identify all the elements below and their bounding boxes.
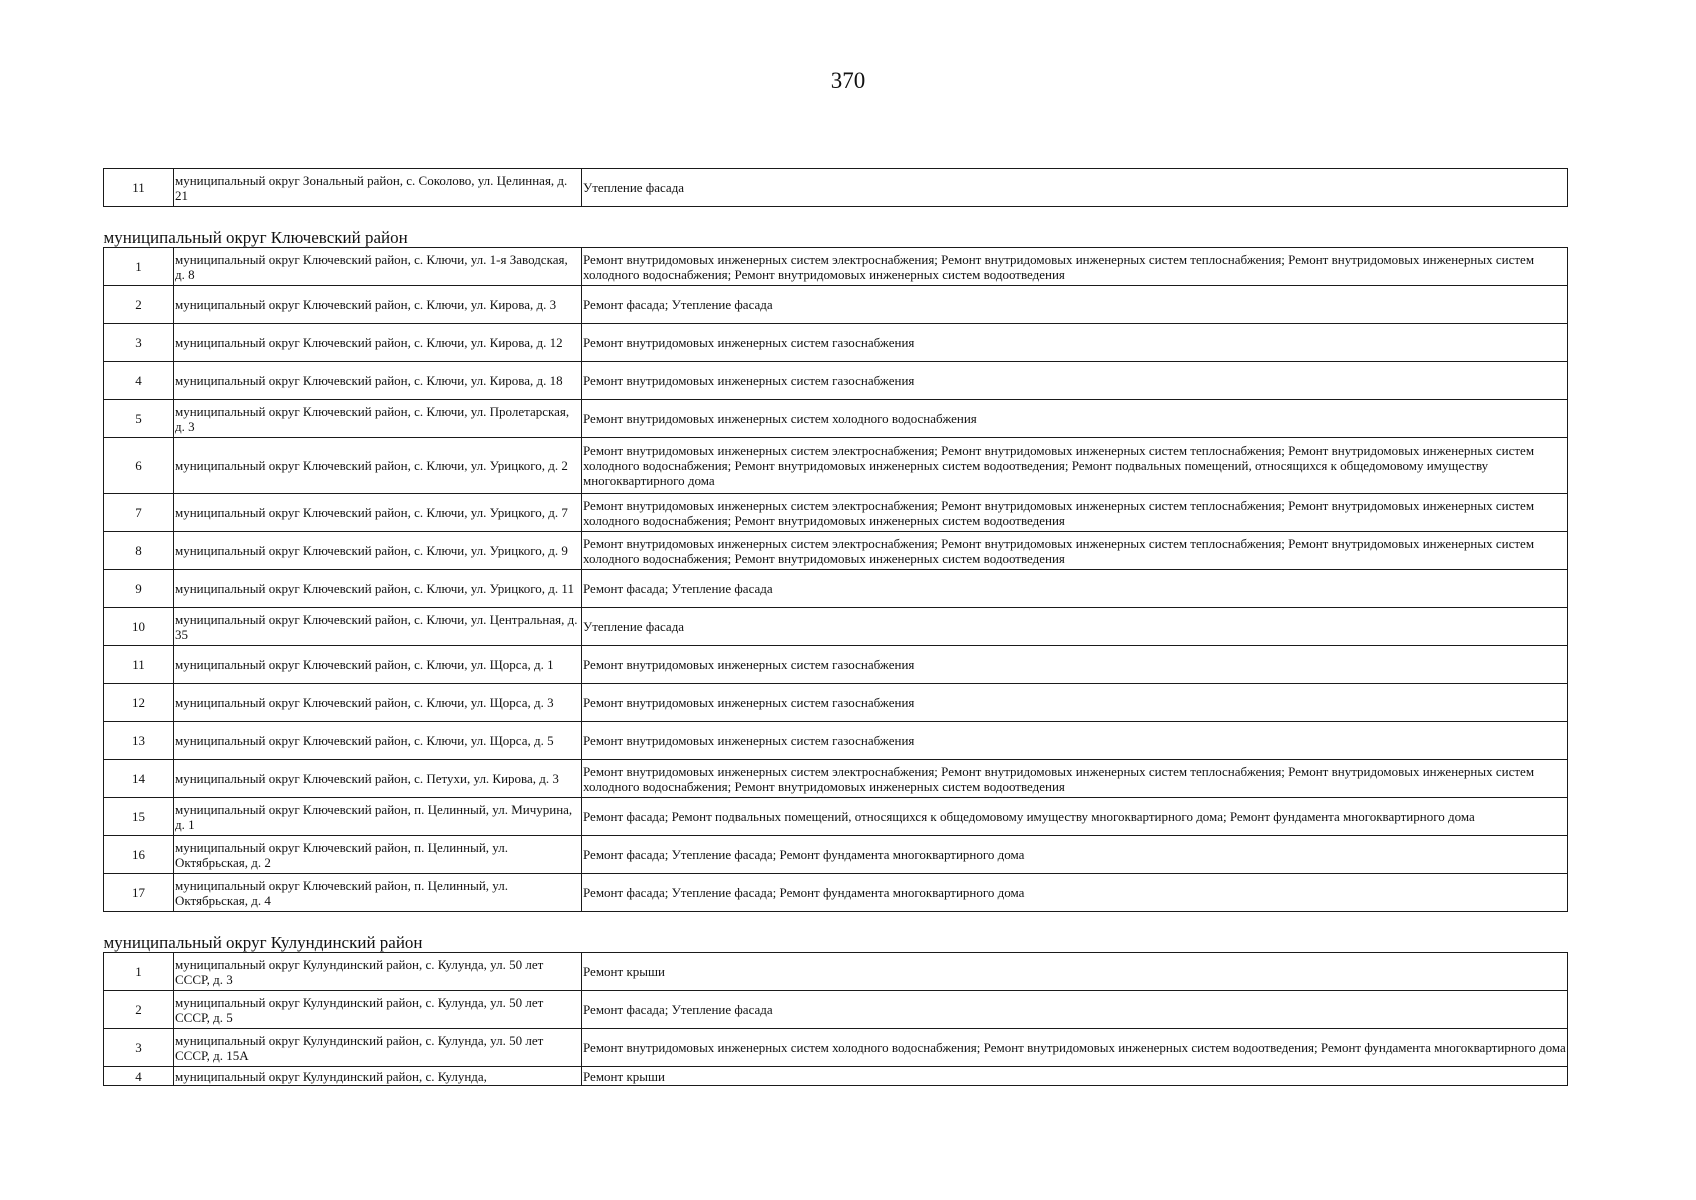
- row-address: муниципальный округ Зональный район, с. Соколово, ул. Целинная, д. 21: [174, 169, 582, 207]
- table-row: [104, 760, 1568, 798]
- row-address: муниципальный округ Ключевский район, п. Целинный, ул. Октябрьская, д. 4: [174, 874, 582, 912]
- row-address: муниципальный округ Ключевский район, с. Ключи, ул. Щорса, д. 3: [174, 684, 582, 722]
- row-address: муниципальный округ Ключевский район, с. Ключи, ул. 1-я Заводская, д. 8: [174, 248, 582, 286]
- row-number: 3: [104, 1029, 174, 1067]
- table-row: [104, 798, 1568, 836]
- row-number: 2: [104, 286, 174, 324]
- table-row: [104, 570, 1568, 608]
- row-number: 7: [104, 494, 174, 532]
- row-number: 17: [104, 874, 174, 912]
- row-number: 4: [104, 1067, 174, 1086]
- row-number: 3: [104, 324, 174, 362]
- table-row: [104, 494, 1568, 532]
- row-number: 2: [104, 991, 174, 1029]
- row-address: муниципальный округ Ключевский район, п. Целинный, ул. Мичурина, д. 1: [174, 798, 582, 836]
- table-row: [104, 608, 1568, 646]
- row-address: муниципальный округ Ключевский район, с. Ключи, ул. Пролетарская, д. 3: [174, 400, 582, 438]
- table-row: [104, 953, 1568, 991]
- page-number: 370: [830, 68, 866, 93]
- table-row: [104, 532, 1568, 570]
- row-works: Ремонт фасада; Утепление фасада; Ремонт фундамента многоквартирного дома: [582, 836, 1568, 874]
- row-number: 16: [104, 836, 174, 874]
- row-address: муниципальный округ Ключевский район, с. Ключи, ул. Щорса, д. 1: [174, 646, 582, 684]
- row-works: Ремонт фасада; Утепление фасада; Ремонт фундамента многоквартирного дома: [582, 874, 1568, 912]
- row-works: Ремонт внутридомовых инженерных систем холодного водоснабжения; Ремонт внутридомовых инженерных систем водоотведения; Ремонт фундамента многоквартирного дома: [582, 1029, 1568, 1067]
- row-works: Ремонт фасада; Утепление фасада: [582, 991, 1568, 1029]
- row-number: 13: [104, 722, 174, 760]
- row-works: Ремонт внутридомовых инженерных систем электроснабжения; Ремонт внутридомовых инженерных систем теплоснабжения; Ремонт внутридомовых инженерных систем холодного водоснабжения; Ремонт внутридомовых инженерных систем водоотведения: [582, 532, 1568, 570]
- table-row: [104, 1029, 1568, 1067]
- row-number: 11: [104, 646, 174, 684]
- row-address: муниципальный округ Ключевский район, п. Целинный, ул. Октябрьская, д. 2: [174, 836, 582, 874]
- row-number: 6: [104, 438, 174, 494]
- row-address: муниципальный округ Ключевский район, с. Ключи, ул. Урицкого, д. 7: [174, 494, 582, 532]
- row-works: Ремонт внутридомовых инженерных систем электроснабжения; Ремонт внутридомовых инженерных систем теплоснабжения; Ремонт внутридомовых инженерных систем холодного водоснабжения; Ремонт внутридомовых инженерных систем водоотведения: [582, 760, 1568, 798]
- group-title: муниципальный округ Ключевский район: [104, 207, 1568, 248]
- row-works: Ремонт внутридомовых инженерных систем газоснабжения: [582, 324, 1568, 362]
- group-title: муниципальный округ Кулундинский район: [104, 912, 1568, 953]
- table-row: [104, 1067, 1568, 1086]
- table-row: [104, 646, 1568, 684]
- row-number: 14: [104, 760, 174, 798]
- table-row: [104, 169, 1568, 207]
- row-address: муниципальный округ Кулундинский район, с. Кулунда, ул. 50 лет СССР, д. 15А: [174, 1029, 582, 1067]
- row-address: муниципальный округ Ключевский район, с. Ключи, ул. Кирова, д. 3: [174, 286, 582, 324]
- table-row: [104, 836, 1568, 874]
- row-number: 1: [104, 248, 174, 286]
- group-header-row: [104, 912, 1568, 953]
- row-works: Ремонт внутридомовых инженерных систем электроснабжения; Ремонт внутридомовых инженерных систем теплоснабжения; Ремонт внутридомовых инженерных систем холодного водоснабжения; Ремонт внутридомовых инженерных систем водоотведения: [582, 248, 1568, 286]
- row-address: муниципальный округ Ключевский район, с. Ключи, ул. Щорса, д. 5: [174, 722, 582, 760]
- capital-repair-table: [103, 168, 1567, 1086]
- table-row: [104, 438, 1568, 494]
- row-works: Ремонт внутридомовых инженерных систем электроснабжения; Ремонт внутридомовых инженерных систем теплоснабжения; Ремонт внутридомовых инженерных систем холодного водоснабжения; Ремонт внутридомовых инженерных систем водоотведения: [582, 494, 1568, 532]
- row-address: муниципальный округ Ключевский район, с. Ключи, ул. Кирова, д. 18: [174, 362, 582, 400]
- row-works: Ремонт внутридомовых инженерных систем газоснабжения: [582, 362, 1568, 400]
- table-row: [104, 362, 1568, 400]
- row-address: муниципальный округ Кулундинский район, с. Кулунда, ул. 50 лет СССР, д. 5: [174, 991, 582, 1029]
- row-number: 8: [104, 532, 174, 570]
- table-row: [104, 991, 1568, 1029]
- row-number: 5: [104, 400, 174, 438]
- row-number: 9: [104, 570, 174, 608]
- table-row: [104, 286, 1568, 324]
- table-row: [104, 324, 1568, 362]
- repair-list-table: [103, 168, 1568, 1086]
- row-works: Ремонт внутридомовых инженерных систем газоснабжения: [582, 684, 1568, 722]
- row-address: муниципальный округ Ключевский район, с. Ключи, ул. Урицкого, д. 9: [174, 532, 582, 570]
- row-works: Ремонт внутридомовых инженерных систем холодного водоснабжения: [582, 400, 1568, 438]
- row-works: Ремонт фасада; Утепление фасада: [582, 286, 1568, 324]
- row-works: Утепление фасада: [582, 169, 1568, 207]
- row-address: муниципальный округ Ключевский район, с. Петухи, ул. Кирова, д. 3: [174, 760, 582, 798]
- row-address: муниципальный округ Ключевский район, с. Ключи, ул. Кирова, д. 12: [174, 324, 582, 362]
- row-number: 15: [104, 798, 174, 836]
- row-number: 1: [104, 953, 174, 991]
- row-works: Ремонт внутридомовых инженерных систем газоснабжения: [582, 646, 1568, 684]
- row-number: 12: [104, 684, 174, 722]
- row-address: муниципальный округ Ключевский район, с. Ключи, ул. Центральная, д. 35: [174, 608, 582, 646]
- row-works: Ремонт крыши: [582, 1067, 1568, 1086]
- table-row: [104, 684, 1568, 722]
- row-number: 4: [104, 362, 174, 400]
- row-address: муниципальный округ Кулундинский район, с. Кулунда, ул. 50 лет СССР, д. 3: [174, 953, 582, 991]
- table-row: [104, 874, 1568, 912]
- row-address: муниципальный округ Кулундинский район, с. Кулунда,: [174, 1067, 582, 1086]
- row-works: Ремонт внутридомовых инженерных систем газоснабжения: [582, 722, 1568, 760]
- row-number: 10: [104, 608, 174, 646]
- row-works: Ремонт фасада; Ремонт подвальных помещений, относящихся к общедомовому имуществу многоквартирного дома; Ремонт фундамента многоквартирного дома: [582, 798, 1568, 836]
- row-works: Утепление фасада: [582, 608, 1568, 646]
- row-works: Ремонт внутридомовых инженерных систем электроснабжения; Ремонт внутридомовых инженерных систем теплоснабжения; Ремонт внутридомовых инженерных систем холодного водоснабжения; Ремонт внутридомовых инженерных систем водоотведения; Ремонт подвальных помещений, относящихся к общедомовому имуществу многоквартирного дома: [582, 438, 1568, 494]
- row-address: муниципальный округ Ключевский район, с. Ключи, ул. Урицкого, д. 2: [174, 438, 582, 494]
- row-address: муниципальный округ Ключевский район, с. Ключи, ул. Урицкого, д. 11: [174, 570, 582, 608]
- group-header-row: [104, 207, 1568, 248]
- row-works: Ремонт крыши: [582, 953, 1568, 991]
- table-row: [104, 400, 1568, 438]
- table-row: [104, 248, 1568, 286]
- table-row: [104, 722, 1568, 760]
- row-number: 11: [104, 169, 174, 207]
- row-works: Ремонт фасада; Утепление фасада: [582, 570, 1568, 608]
